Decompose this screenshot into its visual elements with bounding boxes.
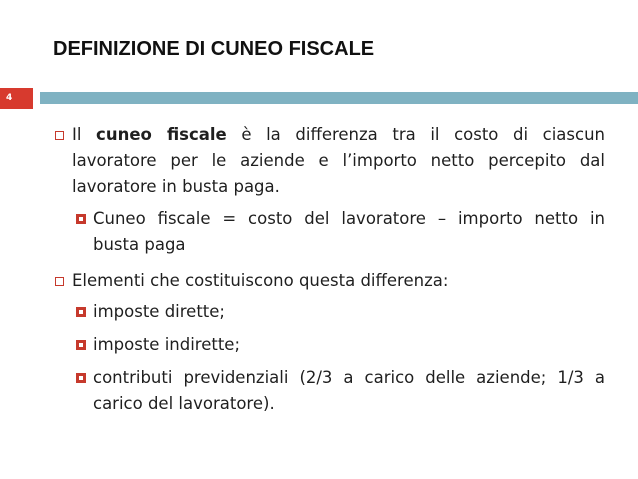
bullet-line: imposte indirette;	[93, 335, 241, 354]
slide-title: DEFINIZIONE DI CUNEO FISCALE	[53, 38, 375, 60]
filled-square-bullet-icon	[76, 340, 86, 350]
bullet-line: lavoratore per le aziende e l’importo netto percepito dal	[72, 151, 605, 170]
text-run: Il	[72, 125, 97, 144]
bullet-elements	[72, 268, 605, 294]
bullet-line: lavoratore in busta paga.	[72, 177, 280, 196]
bullet-line: Cuneo fiscale = costo del lavoratore – importo netto in	[93, 209, 605, 228]
bullet-line	[72, 122, 605, 148]
sub-bullet-contributi	[93, 365, 605, 417]
hollow-square-bullet-icon	[55, 277, 64, 286]
filled-square-bullet-icon	[76, 307, 86, 317]
text-run: è la differenza tra il costo di ciascun	[226, 125, 605, 144]
bullet-line: Elementi che costituiscono questa differenza:	[72, 271, 449, 290]
bullet-line: busta paga	[93, 235, 186, 254]
sub-bullet-imposte-dirette	[93, 299, 605, 325]
bullet-line: contributi previdenziali (2/3 a carico delle aziende; 1/3 a	[93, 368, 605, 387]
hollow-square-bullet-icon	[55, 131, 64, 140]
bullet-cuneo-definition	[72, 122, 605, 200]
sub-bullet-imposte-indirette	[93, 332, 605, 358]
bold-term: cuneo fiscale	[96, 125, 227, 144]
slide-number: 4	[0, 88, 33, 109]
sub-bullet-formula	[93, 206, 605, 258]
filled-square-bullet-icon	[76, 373, 86, 383]
filled-square-bullet-icon	[76, 214, 86, 224]
bullet-line: carico del lavoratore).	[93, 394, 275, 413]
bullet-line: imposte dirette;	[93, 302, 225, 321]
